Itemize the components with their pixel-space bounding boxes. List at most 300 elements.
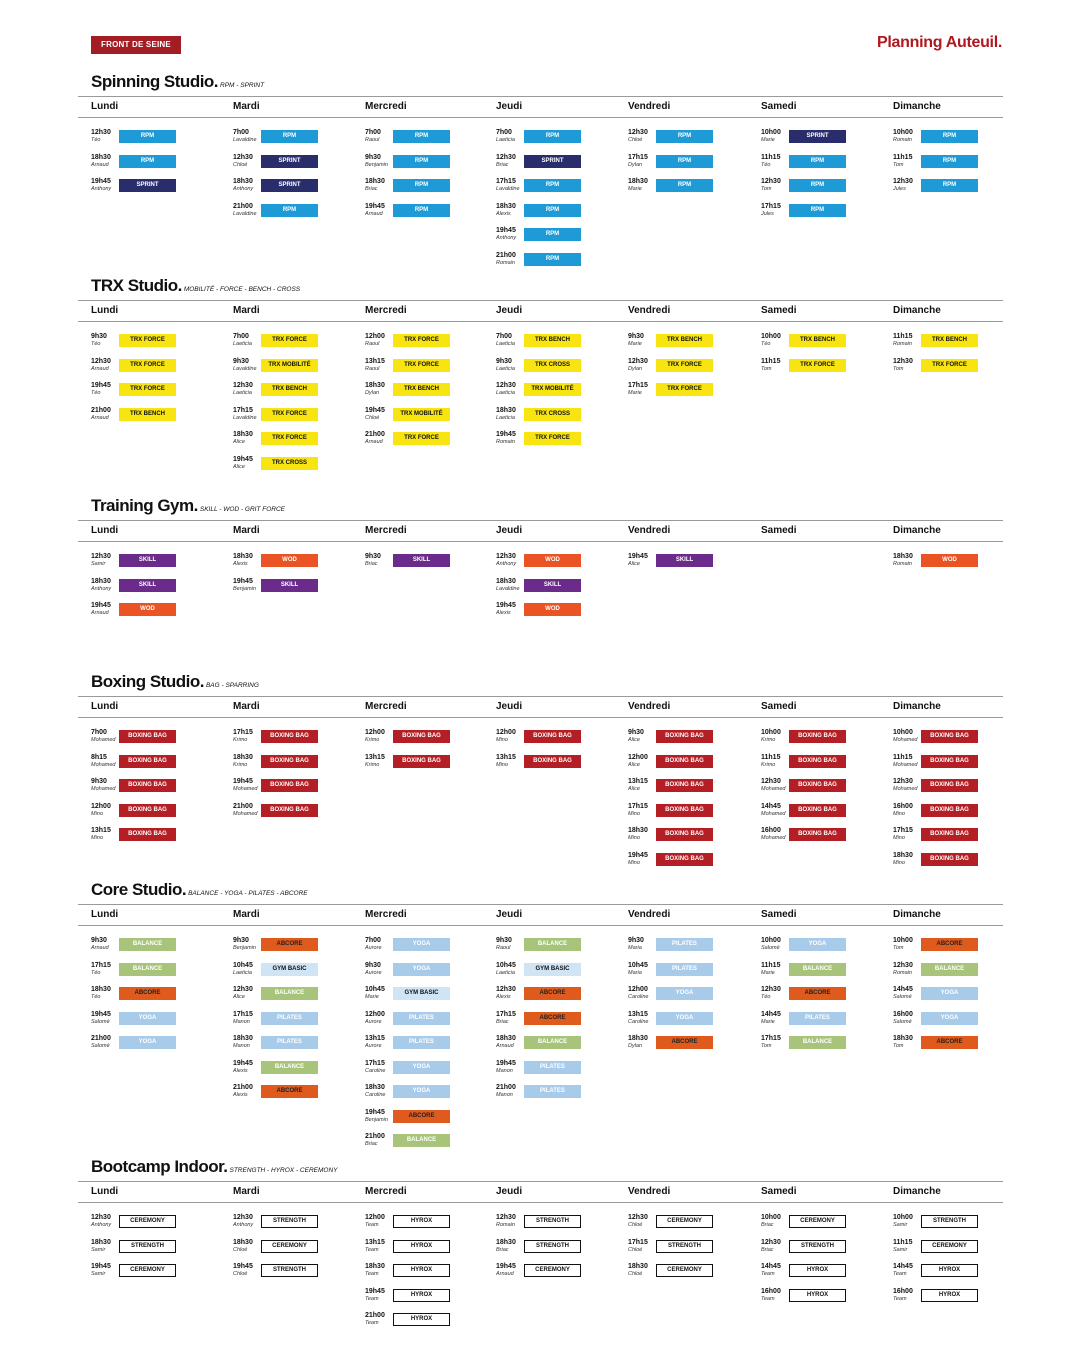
class-slot[interactable]	[365, 986, 490, 1008]
class-slot[interactable]	[233, 754, 358, 776]
class-tag[interactable]: RPM	[921, 179, 978, 192]
class-tag[interactable]: STRENGTH	[789, 1240, 846, 1253]
class-slot[interactable]	[893, 129, 1018, 151]
class-tag[interactable]: BOXING BAG	[656, 779, 713, 792]
class-tag[interactable]: BOXING BAG	[656, 755, 713, 768]
class-tag[interactable]: TRX CROSS	[524, 408, 581, 421]
class-tag[interactable]: ABCORE	[524, 1012, 581, 1025]
class-tag[interactable]: HYROX	[393, 1240, 450, 1253]
class-slot[interactable]	[365, 154, 490, 176]
class-tag[interactable]: YOGA	[393, 938, 450, 951]
class-tag[interactable]: RPM	[656, 155, 713, 168]
class-tag[interactable]: CEREMONY	[524, 1264, 581, 1277]
class-slot[interactable]	[496, 178, 621, 200]
class-slot[interactable]	[628, 962, 753, 984]
class-tag[interactable]: SKILL	[119, 554, 176, 567]
class-slot[interactable]	[893, 803, 1018, 825]
class-slot[interactable]	[761, 986, 886, 1008]
class-slot[interactable]	[496, 1011, 621, 1033]
class-slot[interactable]	[233, 431, 358, 453]
class-tag[interactable]: BOXING BAG	[524, 755, 581, 768]
class-tag[interactable]: BOXING BAG	[656, 853, 713, 866]
class-tag[interactable]: TRX FORCE	[393, 334, 450, 347]
class-tag[interactable]: RPM	[119, 155, 176, 168]
class-tag[interactable]: TRX BENCH	[524, 334, 581, 347]
class-slot[interactable]	[496, 962, 621, 984]
class-slot[interactable]	[233, 1060, 358, 1082]
class-tag[interactable]: HYROX	[393, 1264, 450, 1277]
class-slot[interactable]	[761, 962, 886, 984]
class-slot[interactable]	[233, 962, 358, 984]
class-tag[interactable]: BOXING BAG	[656, 828, 713, 841]
class-tag[interactable]: SKILL	[393, 554, 450, 567]
class-slot[interactable]	[761, 754, 886, 776]
class-slot[interactable]	[233, 986, 358, 1008]
class-tag[interactable]: BALANCE	[119, 938, 176, 951]
class-tag[interactable]: PILATES	[393, 1036, 450, 1049]
class-slot[interactable]	[628, 382, 753, 404]
class-tag[interactable]: BOXING BAG	[921, 755, 978, 768]
class-tag[interactable]: ABCORE	[261, 1085, 318, 1098]
class-slot[interactable]	[893, 962, 1018, 984]
class-tag[interactable]: GYM BASIC	[524, 963, 581, 976]
class-tag[interactable]: ABCORE	[921, 1036, 978, 1049]
class-tag[interactable]: YOGA	[921, 987, 978, 1000]
class-tag[interactable]: BOXING BAG	[789, 755, 846, 768]
class-slot[interactable]	[233, 203, 358, 225]
class-slot[interactable]	[233, 803, 358, 825]
class-tag[interactable]: TRX FORCE	[261, 408, 318, 421]
class-tag[interactable]: BOXING BAG	[119, 804, 176, 817]
class-slot[interactable]	[496, 1060, 621, 1082]
class-slot[interactable]	[233, 1263, 358, 1285]
class-tag[interactable]: BOXING BAG	[921, 804, 978, 817]
class-slot[interactable]	[496, 1084, 621, 1106]
class-tag[interactable]: YOGA	[393, 1061, 450, 1074]
class-slot[interactable]	[628, 129, 753, 151]
class-tag[interactable]: BOXING BAG	[789, 828, 846, 841]
class-slot[interactable]	[761, 1011, 886, 1033]
class-tag[interactable]: BOXING BAG	[119, 828, 176, 841]
class-tag[interactable]: RPM	[393, 179, 450, 192]
class-slot[interactable]	[628, 986, 753, 1008]
class-tag[interactable]: RPM	[524, 204, 581, 217]
class-slot[interactable]	[496, 129, 621, 151]
class-slot[interactable]	[761, 333, 886, 355]
class-slot[interactable]	[233, 1214, 358, 1236]
class-slot[interactable]	[496, 937, 621, 959]
class-tag[interactable]: RPM	[789, 155, 846, 168]
class-slot[interactable]	[893, 754, 1018, 776]
class-slot[interactable]	[761, 1214, 886, 1236]
class-slot[interactable]	[91, 1263, 216, 1285]
class-tag[interactable]: RPM	[921, 130, 978, 143]
class-slot[interactable]	[496, 227, 621, 249]
class-slot[interactable]	[761, 154, 886, 176]
class-tag[interactable]: PILATES	[524, 1085, 581, 1098]
class-slot[interactable]	[91, 1011, 216, 1033]
class-tag[interactable]: RPM	[524, 130, 581, 143]
class-tag[interactable]: HYROX	[393, 1289, 450, 1302]
class-slot[interactable]	[628, 358, 753, 380]
class-slot[interactable]	[761, 937, 886, 959]
class-slot[interactable]	[628, 1011, 753, 1033]
class-slot[interactable]	[628, 178, 753, 200]
class-tag[interactable]: BOXING BAG	[656, 730, 713, 743]
class-tag[interactable]: BOXING BAG	[789, 779, 846, 792]
class-slot[interactable]	[233, 778, 358, 800]
class-slot[interactable]	[761, 778, 886, 800]
class-tag[interactable]: RPM	[524, 253, 581, 266]
class-tag[interactable]: PILATES	[524, 1061, 581, 1074]
class-tag[interactable]: BOXING BAG	[393, 730, 450, 743]
class-tag[interactable]: WOD	[524, 603, 581, 616]
class-slot[interactable]	[365, 962, 490, 984]
class-tag[interactable]: STRENGTH	[119, 1240, 176, 1253]
class-tag[interactable]: SPRINT	[261, 179, 318, 192]
class-tag[interactable]: PILATES	[393, 1012, 450, 1025]
class-slot[interactable]	[91, 602, 216, 624]
class-tag[interactable]: RPM	[393, 155, 450, 168]
class-slot[interactable]	[365, 1133, 490, 1155]
class-tag[interactable]: YOGA	[119, 1012, 176, 1025]
class-tag[interactable]: CEREMONY	[789, 1215, 846, 1228]
class-tag[interactable]: BOXING BAG	[789, 804, 846, 817]
class-tag[interactable]: BOXING BAG	[921, 828, 978, 841]
class-slot[interactable]	[365, 1214, 490, 1236]
class-tag[interactable]: STRENGTH	[261, 1264, 318, 1277]
class-slot[interactable]	[496, 358, 621, 380]
class-tag[interactable]: CEREMONY	[656, 1215, 713, 1228]
class-tag[interactable]: GYM BASIC	[261, 963, 318, 976]
class-slot[interactable]	[91, 382, 216, 404]
class-slot[interactable]	[91, 803, 216, 825]
class-slot[interactable]	[628, 754, 753, 776]
class-tag[interactable]: TRX BENCH	[119, 408, 176, 421]
class-slot[interactable]	[365, 1084, 490, 1106]
class-tag[interactable]: TRX FORCE	[921, 359, 978, 372]
class-tag[interactable]: YOGA	[656, 987, 713, 1000]
class-tag[interactable]: TRX FORCE	[393, 359, 450, 372]
class-slot[interactable]	[496, 729, 621, 751]
class-slot[interactable]	[893, 178, 1018, 200]
class-slot[interactable]	[233, 333, 358, 355]
class-slot[interactable]	[365, 129, 490, 151]
class-slot[interactable]	[91, 778, 216, 800]
class-tag[interactable]: BOXING BAG	[789, 730, 846, 743]
class-slot[interactable]	[628, 1263, 753, 1285]
class-slot[interactable]	[893, 986, 1018, 1008]
class-slot[interactable]	[893, 729, 1018, 751]
class-tag[interactable]: BOXING BAG	[921, 730, 978, 743]
class-tag[interactable]: RPM	[789, 179, 846, 192]
class-slot[interactable]	[761, 178, 886, 200]
class-slot[interactable]	[496, 407, 621, 429]
class-slot[interactable]	[761, 1239, 886, 1261]
class-tag[interactable]: SKILL	[261, 579, 318, 592]
class-tag[interactable]: STRENGTH	[524, 1215, 581, 1228]
class-tag[interactable]: STRENGTH	[524, 1240, 581, 1253]
class-slot[interactable]	[365, 333, 490, 355]
class-slot[interactable]	[233, 553, 358, 575]
class-slot[interactable]	[365, 407, 490, 429]
class-tag[interactable]: WOD	[921, 554, 978, 567]
class-slot[interactable]	[365, 178, 490, 200]
class-tag[interactable]: TRX FORCE	[119, 334, 176, 347]
class-tag[interactable]: TRX BENCH	[921, 334, 978, 347]
class-tag[interactable]: RPM	[524, 228, 581, 241]
class-slot[interactable]	[893, 1035, 1018, 1057]
class-slot[interactable]	[91, 1239, 216, 1261]
class-slot[interactable]	[365, 382, 490, 404]
class-tag[interactable]: YOGA	[119, 1036, 176, 1049]
class-tag[interactable]: PILATES	[656, 963, 713, 976]
class-tag[interactable]: BALANCE	[789, 963, 846, 976]
class-tag[interactable]: RPM	[261, 204, 318, 217]
class-slot[interactable]	[628, 1239, 753, 1261]
class-tag[interactable]: RPM	[119, 130, 176, 143]
class-slot[interactable]	[496, 986, 621, 1008]
class-slot[interactable]	[496, 1035, 621, 1057]
class-tag[interactable]: TRX BENCH	[261, 383, 318, 396]
class-slot[interactable]	[233, 1011, 358, 1033]
class-tag[interactable]: BOXING BAG	[921, 779, 978, 792]
class-tag[interactable]: SPRINT	[789, 130, 846, 143]
class-slot[interactable]	[365, 1312, 490, 1334]
class-tag[interactable]: TRX BENCH	[393, 383, 450, 396]
class-tag[interactable]: TRX CROSS	[261, 457, 318, 470]
class-slot[interactable]	[628, 1035, 753, 1057]
class-tag[interactable]: RPM	[393, 130, 450, 143]
class-slot[interactable]	[233, 382, 358, 404]
class-slot[interactable]	[496, 1239, 621, 1261]
class-slot[interactable]	[91, 1214, 216, 1236]
class-slot[interactable]	[761, 358, 886, 380]
class-slot[interactable]	[233, 1035, 358, 1057]
class-slot[interactable]	[893, 1288, 1018, 1310]
class-tag[interactable]: TRX MOBILITÉ	[261, 359, 318, 372]
class-slot[interactable]	[233, 129, 358, 151]
class-slot[interactable]	[233, 154, 358, 176]
class-tag[interactable]: TRX FORCE	[656, 359, 713, 372]
class-slot[interactable]	[628, 827, 753, 849]
class-slot[interactable]	[496, 252, 621, 274]
class-tag[interactable]: BOXING BAG	[261, 779, 318, 792]
class-tag[interactable]: PILATES	[789, 1012, 846, 1025]
class-slot[interactable]	[761, 1035, 886, 1057]
class-slot[interactable]	[365, 1239, 490, 1261]
class-slot[interactable]	[91, 333, 216, 355]
class-slot[interactable]	[365, 358, 490, 380]
class-tag[interactable]: TRX FORCE	[119, 383, 176, 396]
class-tag[interactable]: PILATES	[261, 1012, 318, 1025]
class-slot[interactable]	[91, 154, 216, 176]
class-tag[interactable]: PILATES	[656, 938, 713, 951]
class-tag[interactable]: BOXING BAG	[261, 804, 318, 817]
class-slot[interactable]	[628, 154, 753, 176]
class-tag[interactable]: BOXING BAG	[921, 853, 978, 866]
class-tag[interactable]: TRX FORCE	[524, 432, 581, 445]
class-tag[interactable]: STRENGTH	[261, 1215, 318, 1228]
class-slot[interactable]	[496, 154, 621, 176]
class-slot[interactable]	[91, 178, 216, 200]
class-tag[interactable]: CEREMONY	[119, 1215, 176, 1228]
class-tag[interactable]: WOD	[261, 554, 318, 567]
class-slot[interactable]	[761, 729, 886, 751]
class-tag[interactable]: RPM	[261, 130, 318, 143]
class-tag[interactable]: PILATES	[261, 1036, 318, 1049]
class-slot[interactable]	[233, 1084, 358, 1106]
class-tag[interactable]: HYROX	[921, 1264, 978, 1277]
class-tag[interactable]: TRX BENCH	[789, 334, 846, 347]
class-tag[interactable]: BALANCE	[261, 1061, 318, 1074]
class-tag[interactable]: ABCORE	[261, 938, 318, 951]
class-tag[interactable]: TRX FORCE	[261, 334, 318, 347]
class-tag[interactable]: HYROX	[393, 1313, 450, 1326]
class-slot[interactable]	[628, 803, 753, 825]
class-tag[interactable]: ABCORE	[789, 987, 846, 1000]
class-tag[interactable]: BOXING BAG	[656, 804, 713, 817]
class-slot[interactable]	[761, 827, 886, 849]
class-tag[interactable]: BOXING BAG	[119, 730, 176, 743]
class-slot[interactable]	[91, 937, 216, 959]
class-slot[interactable]	[91, 962, 216, 984]
class-slot[interactable]	[496, 602, 621, 624]
class-tag[interactable]: BOXING BAG	[261, 730, 318, 743]
class-tag[interactable]: RPM	[393, 204, 450, 217]
class-slot[interactable]	[628, 778, 753, 800]
class-tag[interactable]: CEREMONY	[119, 1264, 176, 1277]
class-tag[interactable]: YOGA	[393, 963, 450, 976]
class-tag[interactable]: BOXING BAG	[119, 755, 176, 768]
class-tag[interactable]: YOGA	[789, 938, 846, 951]
class-tag[interactable]: TRX FORCE	[261, 432, 318, 445]
class-slot[interactable]	[628, 937, 753, 959]
class-slot[interactable]	[496, 203, 621, 225]
class-tag[interactable]: HYROX	[789, 1264, 846, 1277]
class-tag[interactable]: CEREMONY	[921, 1240, 978, 1253]
class-slot[interactable]	[761, 803, 886, 825]
class-tag[interactable]: ABCORE	[119, 987, 176, 1000]
class-slot[interactable]	[893, 778, 1018, 800]
class-slot[interactable]	[365, 203, 490, 225]
class-tag[interactable]: STRENGTH	[656, 1240, 713, 1253]
class-tag[interactable]: ABCORE	[656, 1036, 713, 1049]
class-tag[interactable]: BOXING BAG	[119, 779, 176, 792]
class-tag[interactable]: RPM	[789, 204, 846, 217]
class-slot[interactable]	[233, 1239, 358, 1261]
class-tag[interactable]: SPRINT	[524, 155, 581, 168]
class-slot[interactable]	[91, 407, 216, 429]
class-slot[interactable]	[365, 1109, 490, 1131]
class-tag[interactable]: RPM	[656, 179, 713, 192]
class-slot[interactable]	[893, 1011, 1018, 1033]
class-slot[interactable]	[628, 729, 753, 751]
class-slot[interactable]	[91, 729, 216, 751]
class-slot[interactable]	[365, 754, 490, 776]
class-slot[interactable]	[893, 1263, 1018, 1285]
class-tag[interactable]: BOXING BAG	[524, 730, 581, 743]
class-slot[interactable]	[365, 1263, 490, 1285]
class-tag[interactable]: ABCORE	[921, 938, 978, 951]
class-tag[interactable]: BOXING BAG	[261, 755, 318, 768]
class-slot[interactable]	[893, 333, 1018, 355]
class-tag[interactable]: BALANCE	[119, 963, 176, 976]
class-tag[interactable]: CEREMONY	[261, 1240, 318, 1253]
class-tag[interactable]: RPM	[656, 130, 713, 143]
class-slot[interactable]	[365, 1035, 490, 1057]
class-slot[interactable]	[233, 937, 358, 959]
class-slot[interactable]	[761, 129, 886, 151]
class-slot[interactable]	[233, 729, 358, 751]
class-tag[interactable]: BALANCE	[921, 963, 978, 976]
class-slot[interactable]	[233, 456, 358, 478]
class-tag[interactable]: HYROX	[393, 1215, 450, 1228]
class-tag[interactable]: TRX FORCE	[119, 359, 176, 372]
class-tag[interactable]: SPRINT	[119, 179, 176, 192]
class-slot[interactable]	[893, 1214, 1018, 1236]
class-tag[interactable]: ABCORE	[393, 1110, 450, 1123]
class-tag[interactable]: GYM BASIC	[393, 987, 450, 1000]
class-slot[interactable]	[496, 578, 621, 600]
class-tag[interactable]: YOGA	[921, 1012, 978, 1025]
class-slot[interactable]	[761, 1263, 886, 1285]
class-slot[interactable]	[91, 754, 216, 776]
class-slot[interactable]	[893, 1239, 1018, 1261]
class-slot[interactable]	[496, 754, 621, 776]
class-tag[interactable]: WOD	[524, 554, 581, 567]
class-slot[interactable]	[91, 827, 216, 849]
class-tag[interactable]: RPM	[524, 179, 581, 192]
class-slot[interactable]	[496, 333, 621, 355]
class-tag[interactable]: HYROX	[789, 1289, 846, 1302]
class-slot[interactable]	[91, 578, 216, 600]
class-slot[interactable]	[496, 1214, 621, 1236]
class-tag[interactable]: TRX FORCE	[656, 383, 713, 396]
class-tag[interactable]: TRX MOBILITÉ	[393, 408, 450, 421]
class-tag[interactable]: SKILL	[524, 579, 581, 592]
class-slot[interactable]	[893, 852, 1018, 874]
class-tag[interactable]: HYROX	[921, 1289, 978, 1302]
class-slot[interactable]	[761, 203, 886, 225]
class-slot[interactable]	[233, 578, 358, 600]
class-tag[interactable]: TRX CROSS	[524, 359, 581, 372]
class-tag[interactable]: STRENGTH	[921, 1215, 978, 1228]
class-tag[interactable]: SKILL	[119, 579, 176, 592]
class-tag[interactable]: BALANCE	[524, 938, 581, 951]
class-slot[interactable]	[496, 1263, 621, 1285]
class-slot[interactable]	[496, 431, 621, 453]
class-slot[interactable]	[496, 382, 621, 404]
class-tag[interactable]: CEREMONY	[656, 1264, 713, 1277]
class-tag[interactable]: WOD	[119, 603, 176, 616]
class-slot[interactable]	[233, 178, 358, 200]
class-tag[interactable]: BALANCE	[393, 1134, 450, 1147]
class-slot[interactable]	[893, 827, 1018, 849]
class-slot[interactable]	[233, 407, 358, 429]
class-slot[interactable]	[365, 431, 490, 453]
class-tag[interactable]: SPRINT	[261, 155, 318, 168]
class-slot[interactable]	[893, 154, 1018, 176]
class-slot[interactable]	[628, 1214, 753, 1236]
class-slot[interactable]	[893, 553, 1018, 575]
class-tag[interactable]: TRX BENCH	[656, 334, 713, 347]
class-slot[interactable]	[365, 937, 490, 959]
class-tag[interactable]: RPM	[921, 155, 978, 168]
class-slot[interactable]	[496, 553, 621, 575]
class-tag[interactable]: BALANCE	[524, 1036, 581, 1049]
class-slot[interactable]	[91, 1035, 216, 1057]
